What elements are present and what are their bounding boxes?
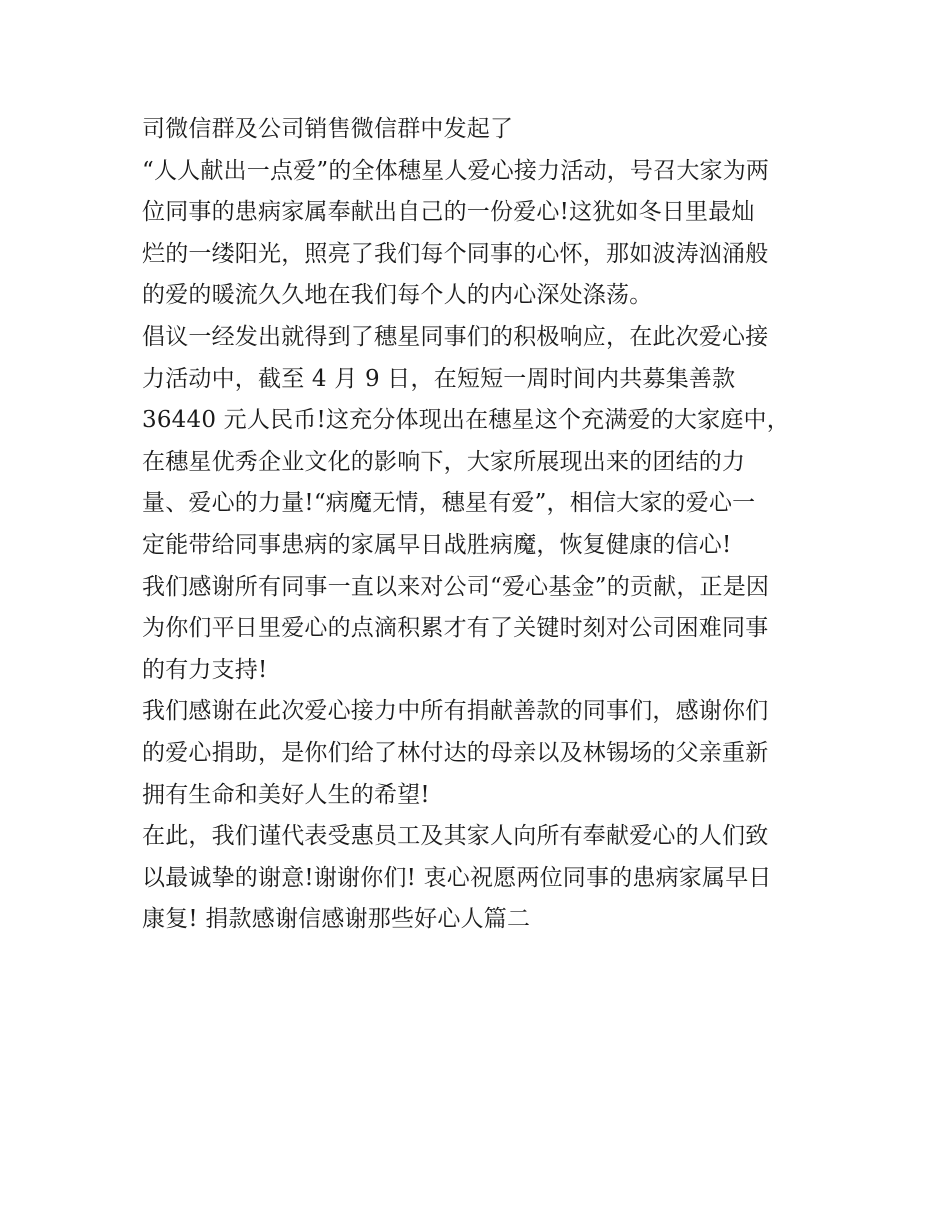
text-line: 36440 元人民币!这充分体现出在穗星这个充满爱的大家庭中， xyxy=(142,407,790,434)
text-line: 在此，我们谨代表受惠员工及其家人向所有奉献爱心的人们致 xyxy=(142,823,769,850)
text-line: 量、爱心的力量!“病魔无情，穗星有爱”，相信大家的爱心一 xyxy=(142,490,756,517)
text-line: 倡议一经发出就得到了穗星同事们的积极响应，在此次爱心接 xyxy=(142,323,769,350)
text-line: “人人献出一点爱”的全体穗星人爱心接力活动，号召大家为两 xyxy=(142,157,770,184)
text-line: 在穗星优秀企业文化的影响下，大家所展现出来的团结的力 xyxy=(142,448,746,475)
text-line: 的有力支持! xyxy=(142,656,268,683)
document-body xyxy=(142,109,832,941)
text-line: 位同事的患病家属奉献出自己的一份爱心!这犹如冬日里最灿 xyxy=(142,199,755,226)
text-line: 的爱的暖流久久地在我们每个人的内心深处涤荡。 xyxy=(142,282,653,309)
text-line: 司微信群及公司销售微信群中发起了 xyxy=(142,116,514,142)
text-line: 康复! 捐款感谢信感谢那些好心人篇二 xyxy=(142,906,531,933)
text-line: 烂的一缕阳光，照亮了我们每个同事的心怀，那如波涛汹涌般 xyxy=(142,240,769,267)
text-line: 拥有生命和美好人生的希望! xyxy=(142,781,430,808)
text-line: 我们感谢在此次爱心接力中所有捐献善款的同事们，感谢你们 xyxy=(142,698,769,725)
text-line: 为你们平日里爱心的点滴积累才有了关键时刻对公司困难同事 xyxy=(142,615,769,642)
text-line: 定能带给同事患病的家属早日战胜病魔，恢复健康的信心! xyxy=(142,531,732,558)
text-line: 以最诚挚的谢意!谢谢你们! 衷心祝愿两位同事的患病家属早日 xyxy=(142,864,772,891)
text-line: 力活动中，截至 4 月 9 日，在短短一周时间内共募集善款 xyxy=(142,365,736,392)
text-line: 我们感谢所有同事一直以来对公司“爱心基金”的贡献，正是因 xyxy=(142,573,770,600)
text-line: 的爱心捐助，是你们给了林付达的母亲以及林锡场的父亲重新 xyxy=(142,739,769,766)
